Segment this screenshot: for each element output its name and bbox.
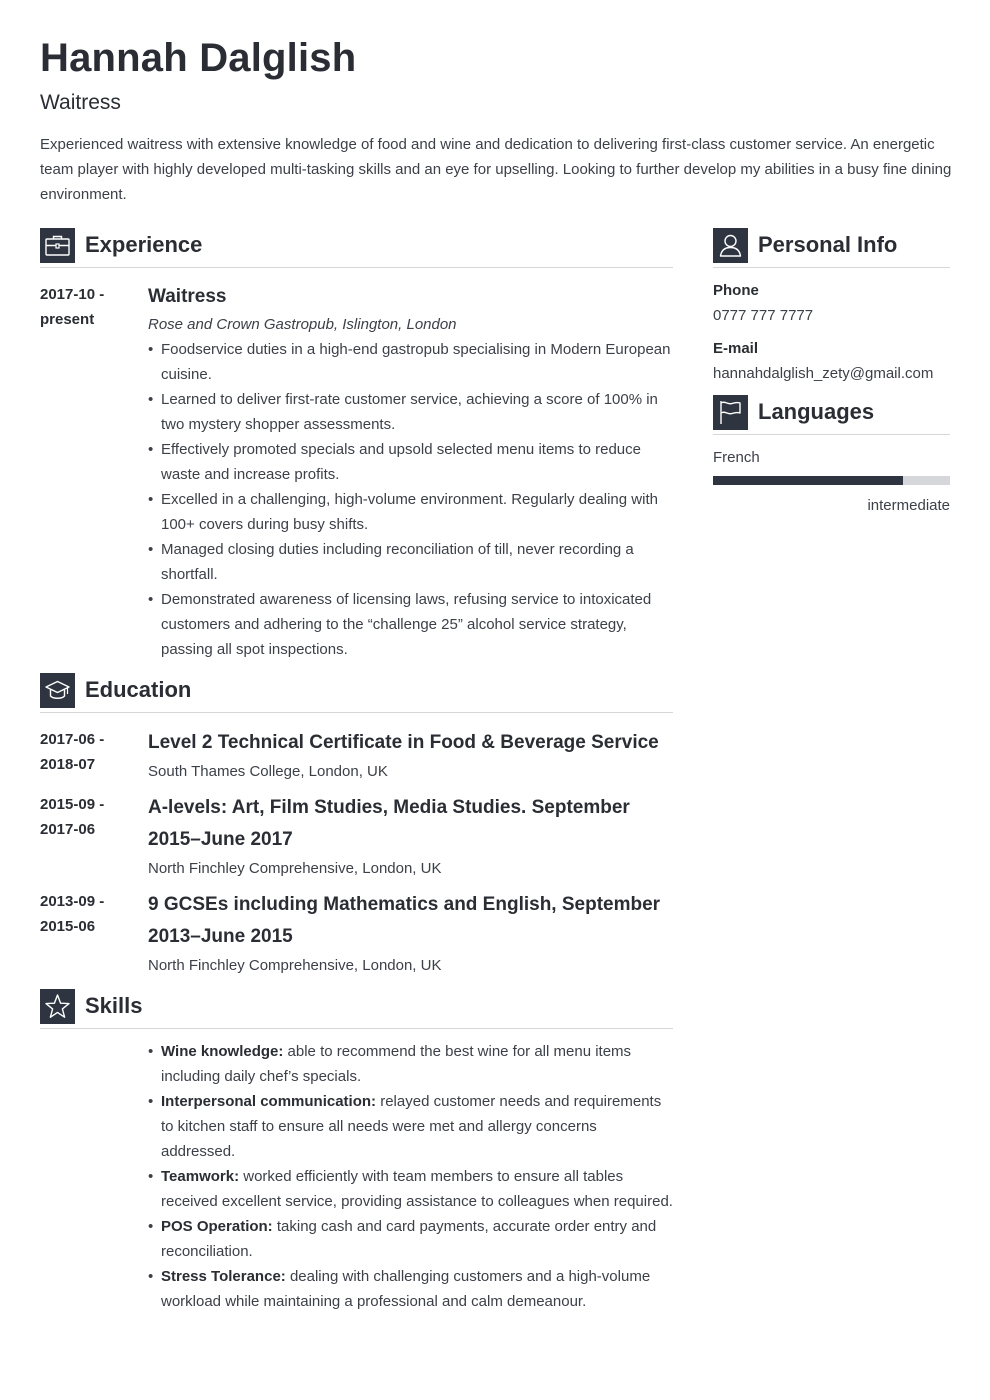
email-value: hannahdalglish_zety@gmail.com [713,365,934,382]
language-proficiency-bar [713,476,950,485]
list-item: • POS Operation: taking cash and card payments, accurate order entry and reconciliation. [148,1214,673,1264]
skills-header [40,989,673,1029]
list-item: • Wine knowledge: able to recommend the best wine for all menu items including daily chef’s specials. [148,1039,673,1089]
personal-info-header [713,228,950,268]
qualification-title: A-levels: Art, Film Studies, Media Studies. September 2015–June 2017 [148,797,630,850]
employer: Rose and Crown Gastropub, Islington, London [148,316,457,333]
experience-entry [40,282,673,662]
skills-list [148,1039,673,1314]
list-item: • Stress Tolerance: dealing with challenging customers and a high-volume workload while maintaining a professional and calm demeanour. [148,1264,673,1314]
language-level: intermediate [867,497,950,514]
sidebar-column [713,228,950,518]
person-icon [713,228,748,263]
responsibility-list [148,337,673,662]
list-item: • Demonstrated awareness of licensing laws, refusing service to intoxicated customers and adhering to the “challenge 25” alcohol service strategy, passing all spot inspections. [148,587,673,662]
entry-date: 2013-09 - 2015-06 [40,893,105,935]
job-title: Waitress [148,286,227,307]
languages-header [713,395,950,435]
phone-block [713,278,950,328]
school-name: North Finchley Comprehensive, London, UK [148,860,442,877]
main-column [40,228,673,1314]
personal-info-title: Personal Info [758,232,898,257]
school-name: North Finchley Comprehensive, London, UK [148,957,442,974]
candidate-name: Hannah Dalglish [40,36,357,80]
phone-value: 0777 777 7777 [713,307,814,324]
skills-entry [40,1039,673,1314]
language-proficiency-fill [713,476,903,485]
list-item: • Learned to deliver first-rate customer service, achieving a score of 100% in two mystery shopper assessments. [148,387,673,437]
entry-date: 2017-06 - 2018-07 [40,731,105,773]
email-block [713,336,950,386]
briefcase-icon [40,228,75,263]
phone-label: Phone [713,282,759,299]
list-item: • Foodservice duties in a high-end gastropub specialising in Modern European cuisine. [148,337,673,387]
experience-title: Experience [85,232,203,257]
education-entry [40,792,673,881]
education-title: Education [85,677,192,702]
list-item: • Teamwork: worked efficiently with team members to ensure all tables received excellent service, providing assistance to colleagues when required. [148,1164,673,1214]
entry-date: 2017-10 - present [40,286,105,328]
education-header [40,673,673,713]
list-item: • Effectively promoted specials and upsold selected menu items to reduce waste and increase profits. [148,437,673,487]
skills-title: Skills [85,993,143,1018]
entry-date: 2015-09 - 2017-06 [40,796,105,838]
star-icon [40,989,75,1024]
candidate-role: Waitress [40,91,121,114]
email-label: E-mail [713,340,759,357]
flag-icon [713,395,748,430]
education-entry [40,727,673,784]
list-item: • Managed closing duties including reconciliation of till, never recording a shortfall. [148,537,673,587]
education-entry [40,889,673,978]
language-item [713,445,950,518]
school-name: South Thames College, London, UK [148,763,388,780]
experience-header [40,228,673,268]
profile-summary: Experienced waitress with extensive knowledge of food and wine and dedication to delivering first-class customer service. An energetic team player with highly developed multi-tasking skills and an eye for upselling. Looking to further develop my abilities in a busy fine dining environment. [40,136,952,203]
languages-title: Languages [758,399,875,424]
qualification-title: Level 2 Technical Certificate in Food & Beverage Service [148,732,659,753]
list-item: • Interpersonal communication: relayed customer needs and requirements to kitchen staff to ensure all needs were met and allergy concerns addressed. [148,1089,673,1164]
list-item: • Excelled in a challenging, high-volume environment. Regularly dealing with 100+ covers during busy shifts. [148,487,673,537]
language-name: French [713,449,760,466]
graduation-cap-icon [40,673,75,708]
qualification-title: 9 GCSEs including Mathematics and English, September 2013–June 2015 [148,894,661,947]
